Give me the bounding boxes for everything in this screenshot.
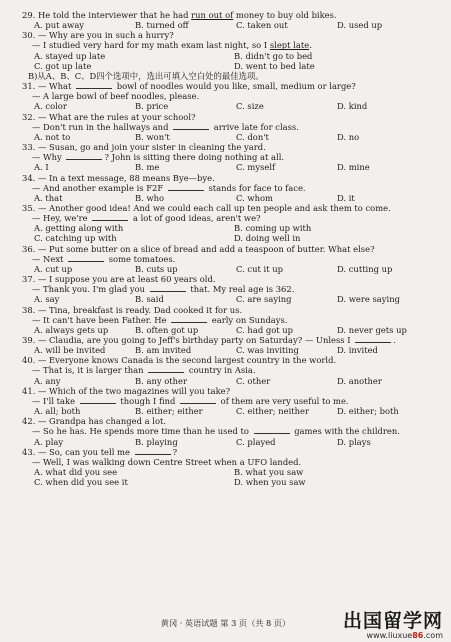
option-b[interactable]: B. coming up with [234, 223, 312, 234]
option-d[interactable]: D. no [337, 131, 360, 142]
stem: arrive late for class. [211, 121, 299, 132]
option-d[interactable]: D. another [337, 375, 382, 386]
stem: that. My real age is 362. [187, 284, 295, 295]
question-41-line2 [22, 396, 441, 406]
question-35: 35. — Another good idea! And we could each call up ten people and ask them to come. [22, 202, 391, 213]
option-b[interactable]: B. me [135, 162, 160, 173]
stem: 39. — Claudia, are you going to Jeff's birthday party on Saturday? — Unless I [22, 335, 354, 345]
option-a[interactable]: A. that [34, 192, 63, 203]
option-d[interactable]: D. when you saw [234, 477, 306, 488]
option-d[interactable]: D. either; both [337, 406, 399, 417]
option-d[interactable]: D. never gets up [337, 324, 407, 335]
option-a[interactable]: A. what did you see [34, 467, 118, 478]
answer-blank[interactable] [66, 152, 102, 160]
question-40: 40. — Everyone knows Canada is the second largest country in the world. [22, 355, 337, 366]
option-a[interactable]: A. stayed up late [34, 50, 106, 61]
question-38-line2 [22, 315, 441, 325]
option-a[interactable]: A. any [34, 375, 61, 386]
answer-blank[interactable] [173, 122, 209, 130]
question-30: 30. — Why are you in such a hurry? [22, 30, 174, 41]
stem: — That is, it is larger than [32, 365, 147, 376]
options-29 [22, 20, 441, 30]
stem: bowl of noodles would you like, small, medium or large? [114, 81, 356, 92]
options-34 [22, 193, 441, 203]
stem: of them are very useful to me. [217, 395, 349, 406]
option-c[interactable]: C. don't [236, 131, 269, 142]
option-a[interactable]: A. all; both [34, 406, 81, 417]
options-38 [22, 325, 441, 335]
stem: — So he has. He spends more time than he used to [32, 426, 252, 437]
underlined-phrase: run out of [191, 10, 234, 20]
stem: money to buy old bikes. [233, 10, 337, 20]
option-d[interactable]: D. used up [337, 20, 383, 31]
question-35-line2 [22, 213, 441, 223]
option-c[interactable]: C. taken out [236, 20, 288, 31]
stem: 31. — What [22, 81, 75, 92]
option-a[interactable]: A. will be invited [34, 345, 106, 356]
question-31 [22, 81, 441, 91]
answer-blank[interactable] [180, 396, 216, 404]
option-b[interactable]: B. any other [135, 375, 188, 386]
question-34: 34. — In a text message, 88 means Bye—bye. [22, 172, 215, 183]
stem: country in Asia. [186, 365, 256, 376]
option-b[interactable]: B. who [135, 192, 165, 203]
option-c[interactable]: C. myself [236, 162, 276, 173]
answer-blank[interactable] [68, 254, 104, 262]
option-a[interactable]: A. play [34, 436, 64, 447]
answer-blank[interactable] [135, 447, 171, 455]
option-d[interactable]: D. were saying [337, 294, 400, 305]
site-watermark [343, 611, 443, 640]
question-29 [22, 10, 441, 20]
option-c[interactable]: C. was inviting [236, 345, 299, 356]
options-32 [22, 132, 441, 142]
question-42-line2 [22, 426, 441, 436]
options-42 [22, 437, 441, 447]
answer-blank[interactable] [171, 315, 207, 323]
option-d[interactable]: D. mine [337, 162, 370, 173]
option-b[interactable]: B. price [135, 101, 169, 112]
options-33 [22, 162, 441, 172]
stem: — I'll take [32, 395, 78, 406]
page-footer: 黄冈 · 英语试题 第 3 页（共 8 页） [160, 618, 291, 628]
option-b[interactable]: B. am invited [135, 345, 192, 356]
url-part: www.liuxue [366, 631, 413, 640]
option-d[interactable]: D. plays [337, 436, 371, 447]
option-c[interactable]: C. when did you see it [34, 477, 128, 488]
question-32: 32. — What are the rules at your school? [22, 111, 196, 122]
option-b[interactable]: B. what you saw [234, 467, 304, 478]
question-43 [22, 447, 441, 457]
stem: ? John is sitting there doing nothing at all. [104, 152, 285, 163]
stem: games with the children. [291, 426, 400, 437]
option-d[interactable]: D. went to bed late [234, 60, 315, 71]
option-b[interactable]: B. turned off [135, 20, 189, 31]
options-43 [22, 467, 441, 487]
option-b[interactable]: B. cuts up [135, 263, 178, 274]
question-42: 42. — Grandpa has changed a lot. [22, 416, 167, 427]
question-30-line2 [22, 40, 441, 50]
options-41 [22, 406, 441, 416]
option-d[interactable]: D. it [337, 192, 355, 203]
question-33-line2 [22, 152, 441, 162]
options-30 [22, 51, 441, 71]
option-c[interactable]: C. either; neither [236, 406, 310, 417]
option-b[interactable]: B. said [135, 294, 164, 305]
option-b[interactable]: B. either; either [135, 406, 203, 417]
option-c[interactable]: C. played [236, 436, 276, 447]
stem: — Hey, we're [32, 213, 91, 224]
option-b[interactable]: B. didn't go to bed [234, 50, 313, 61]
question-37-line2 [22, 284, 441, 294]
option-d[interactable]: D. kind [337, 101, 368, 112]
stem: a lot of good ideas, aren't we? [130, 213, 261, 224]
watermark-url [343, 631, 443, 640]
answer-blank[interactable] [76, 81, 112, 89]
question-31-line2: — A large bowl of beef noodles, please. [32, 91, 200, 102]
option-d[interactable]: D. invited [337, 345, 378, 356]
url-part: .com [423, 631, 443, 640]
options-39 [22, 345, 441, 355]
option-c[interactable]: C. got up late [34, 60, 92, 71]
option-a[interactable]: A. cut up [34, 263, 73, 274]
option-b[interactable]: B. won't [135, 131, 170, 142]
question-37: 37. — I suppose you are at least 60 years old. [22, 274, 216, 285]
answer-blank[interactable] [254, 426, 290, 434]
question-39 [22, 335, 441, 345]
stem: 43. — So, can you tell me [22, 446, 133, 457]
question-40-line2 [22, 365, 441, 375]
options-37 [22, 294, 441, 304]
question-34-line2 [22, 183, 441, 193]
stem: — And another example is F2F [32, 182, 166, 193]
option-a[interactable]: A. not to [34, 131, 71, 142]
option-a[interactable]: A. getting along with [34, 223, 124, 234]
option-d[interactable]: D. doing well in [234, 233, 301, 244]
stem: some tomatoes. [106, 253, 176, 264]
stem: — Don't run in the hallways and [32, 121, 172, 132]
option-c[interactable]: C. other [236, 375, 271, 386]
option-b[interactable]: B. playing [135, 436, 178, 447]
stem: — Thank you. I'm glad you [32, 284, 148, 295]
options-35 [22, 223, 441, 243]
option-c[interactable]: C. are saying [236, 294, 292, 305]
question-33: 33. — Susan, go and join your sister in cleaning the yard. [22, 142, 266, 153]
option-b[interactable]: B. often got up [135, 324, 199, 335]
stem: . [309, 40, 312, 51]
stem: — I studied very hard for my math exam last night, so I [32, 40, 270, 51]
option-a[interactable]: A. say [34, 294, 60, 305]
stem: ? [172, 446, 178, 457]
answer-blank[interactable] [150, 284, 186, 292]
options-40 [22, 376, 441, 386]
question-38: 38. — Tina, breakfast is ready. Dad cooked it for us. [22, 304, 243, 315]
stem: early on Sundays. [209, 314, 288, 325]
stem: — Next [32, 253, 67, 264]
question-36: 36. — Put some butter on a slice of bread and add a teaspoon of butter. What else? [22, 243, 375, 254]
question-36-line2 [22, 254, 441, 264]
option-a[interactable]: A. put away [34, 20, 85, 31]
option-c[interactable]: C. catching up with [34, 233, 117, 244]
question-41: 41. — Which of the two magazines will you take? [22, 385, 231, 396]
stem: — Why [32, 152, 65, 163]
answer-blank[interactable] [168, 183, 204, 191]
url-part: 86 [412, 631, 424, 640]
option-c[interactable]: C. size [236, 101, 264, 112]
option-c[interactable]: C. cut it up [236, 263, 284, 274]
option-c[interactable]: C. whom [236, 192, 273, 203]
watermark-logo-text: 出国留学网 [342, 610, 443, 632]
stem: — It can't have been Father. He [32, 314, 170, 325]
answer-blank[interactable] [92, 213, 128, 221]
answer-blank[interactable] [80, 396, 116, 404]
options-36 [22, 264, 441, 274]
option-a[interactable]: A. color [34, 101, 67, 112]
answer-blank[interactable] [355, 335, 391, 343]
option-d[interactable]: D. cutting up [337, 263, 393, 274]
question-43-line2: — Well, I was walking down Centre Street when a UFO landed. [32, 456, 302, 467]
option-c[interactable]: C. had got up [236, 324, 294, 335]
answer-blank[interactable] [148, 365, 184, 373]
option-a[interactable]: A. I [34, 162, 49, 173]
question-32-line2 [22, 122, 441, 132]
stem: stands for face to face. [205, 182, 306, 193]
stem: though I find [117, 395, 178, 406]
stem: . [393, 335, 396, 345]
section-b-heading: B)从A、B、C、D四个选项中，选出可填入空白处的最佳选项。 [28, 70, 264, 81]
underlined-phrase: slept late [269, 40, 310, 51]
options-31 [22, 101, 441, 111]
option-a[interactable]: A. always gets up [34, 324, 109, 335]
stem: 29. He told the interviewer that he had [22, 10, 192, 20]
